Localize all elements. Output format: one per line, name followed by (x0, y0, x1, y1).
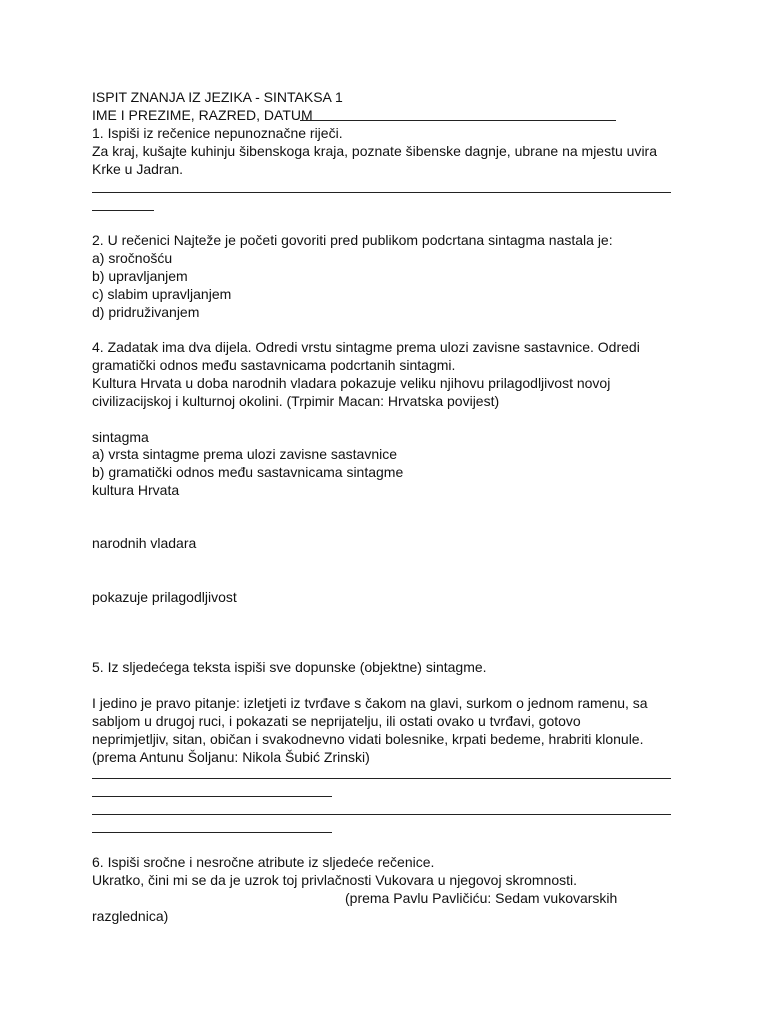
q5-answer-line-2[interactable] (92, 796, 332, 797)
q5-text-line-3: neprimjetljiv, sitan, običan i svakodnevno vidati bolesnike, krpati bedeme, hrabriti klonule. (92, 731, 644, 747)
q4-part-a: a) vrsta sintagme prema ulozi zavisne sastavnice (92, 446, 398, 462)
q4-text-line-1: Kultura Hrvata u doba narodnih vladara pokazuje veliku njihovu prilagodljivost novoj (92, 375, 611, 391)
q4-text-line-2: civilizacijskoj i kulturnoj okolini. (Trpimir Macan: Hrvatska povijest) (92, 393, 500, 409)
q5-answer-line-3[interactable] (92, 814, 671, 815)
q4-phrase-pokazuje-prilagodljivost: pokazuje prilagodljivost (92, 589, 237, 605)
q6-text-line-1: Ukratko, čini mi se da je uzrok toj privlačnosti Vukovara u njegovoj skromnosti. (92, 872, 578, 888)
q2-option-c[interactable]: c) slabim upravljanjem (92, 286, 232, 302)
name-answer-line[interactable] (300, 120, 616, 121)
q4-phrase-narodnih-vladara: narodnih vladara (92, 535, 197, 551)
q4-phrase-kultura-hrvata: kultura Hrvata (92, 482, 180, 498)
q5-answer-line-1[interactable] (92, 778, 671, 779)
q1-answer-line-end[interactable] (92, 210, 154, 211)
q1-answer-line[interactable] (92, 192, 671, 193)
q1-text-line-1: Za kraj, kušajte kuhinju šibenskoga kraja, poznate šibenske dagnje, ubrane na mjestu uvira (92, 143, 657, 159)
q6-source-line-2: razglednica) (92, 908, 169, 924)
q4-prompt-line-1: 4. Zadatak ima dva dijela. Odredi vrstu sintagme prema ulozi zavisne sastavnice. Odredi (92, 339, 640, 355)
test-title: ISPIT ZNANJA IZ JEZIKA - SINTAKSA 1 (92, 89, 343, 105)
q1-text-line-2: Krke u Jadran. (92, 161, 184, 177)
q5-text-line-2: sabljom u drugoj ruci, i pokazati se neprijatelju, ili ostati ovako u tvrđavi, gotovo (92, 713, 581, 729)
q2-option-d[interactable]: d) pridruživanjem (92, 304, 200, 320)
q4-sintagma-label: sintagma (92, 429, 149, 445)
q5-text-line-1: I jedino je pravo pitanje: izletjeti iz tvrđave s čakom na glavi, surkom o jednom ramenu, sa (92, 695, 648, 711)
q6-source-line-1: (prema Pavlu Pavličiću: Sedam vukovarskih (345, 890, 618, 906)
q5-prompt: 5. Iz sljedećega teksta ispiši sve dopunske (objektne) sintagme. (92, 659, 487, 675)
name-label: IME I PREZIME, RAZRED, DATUM (92, 107, 313, 123)
q6-prompt: 6. Ispiši sročne i nesročne atribute iz sljedeće rečenice. (92, 854, 435, 870)
q2-option-b[interactable]: b) upravljanjem (92, 268, 188, 284)
q4-prompt-line-2: gramatički odnos među sastavnicama podcrtanih sintagmi. (92, 357, 456, 373)
q5-source: (prema Antunu Šoljanu: Nikola Šubić Zrinski) (92, 749, 370, 765)
q2-prompt: 2. U rečenici Najteže je početi govoriti pred publikom podcrtana sintagma nastala je: (92, 232, 613, 248)
q1-prompt: 1. Ispiši iz rečenice nepunoznačne riječi. (92, 125, 343, 141)
q2-option-a[interactable]: a) sročnošću (92, 250, 173, 266)
q4-part-b: b) gramatički odnos među sastavnicama sintagme (92, 464, 404, 480)
q5-answer-line-4[interactable] (92, 832, 332, 833)
